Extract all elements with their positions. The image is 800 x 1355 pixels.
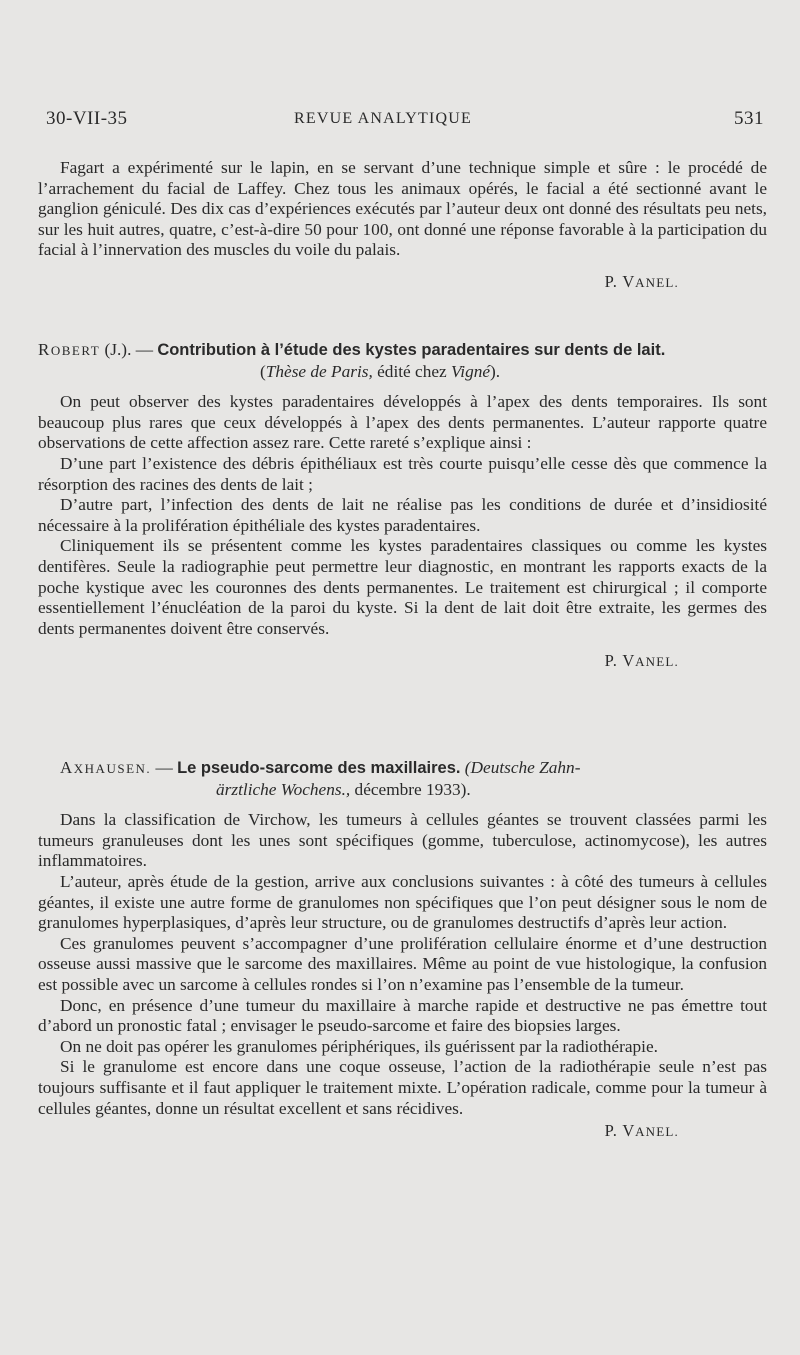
review-paragraph: On ne doit pas opérer les granulomes périphériques, ils guérissent par la radiothérapie.	[60, 1036, 658, 1056]
review-paragraph: L’auteur, après étude de la gestion, arrive aux conclusions suivantes : à côté des tumeurs à cellules géantes, il existe une autre forme de granulomes non spécifiques que l’on peut désigner sous le nom de granulomes hyperplasiques, d’après leur structure, ou de granulomes destructifs d’après leur action.	[38, 871, 767, 933]
review-paragraph: Donc, en présence d’une tumeur du maxillaire à marche rapide et destructive ne pas émettre tout d’abord un pronostic fatal ; envisager le pseudo-sarcome et faire des biopsies larges.	[38, 995, 767, 1036]
review-paragraph: D’autre part, l’infection des dents de lait ne réalise pas les conditions de durée et d’insidiosité nécessaire à la prolifération épithéliale des kystes paradentaires.	[38, 495, 767, 535]
article-source: (Thèse de Paris, édité chez Vigné).	[260, 361, 501, 381]
review-axhausen	[38, 758, 767, 1141]
review-paragraph: On peut observer des kystes paradentaires développés à l’apex des dents temporaires. Ils sont beaucoup plus rares que ceux développés à l’apex des dents permanentes. L’auteur rapporte quatre observations de cette affection assez rare. Cette rareté s’explique ainsi :	[38, 392, 767, 453]
review-paragraph: D’une part l’existence des débris épithéliaux est très courte puisqu’elle cesse dès que commence la résorption des racines des dents de lait ;	[38, 453, 767, 494]
article-title: Le pseudo-sarcome des maxillaires.	[177, 759, 461, 777]
review-body	[38, 392, 767, 639]
author-name: ROBERT	[38, 340, 101, 359]
review-paragraph: Dans la classification de Virchow, les tumeurs à cellules géantes se trouvent classées parmi les tumeurs granuleuses dont les unes sont spécifiques (gomme, tuberculose, actinomycose), les autres inflammatoires.	[38, 810, 767, 871]
review-heading: AXHAUSEN. — Le pseudo-sarcome des maxillaires. (Deutsche Zahn-	[60, 758, 581, 777]
article-source: (Deutsche Zahn-	[460, 758, 581, 777]
review-robert	[38, 340, 767, 671]
signature: P. VANEL.	[604, 1121, 679, 1141]
review-paragraph: Fagart a expérimenté sur le lapin, en se servant d’une technique simple et sûre : le procédé de l’arrachement du facial de Laffey. Chez tous les animaux opérés, le facial a été sectionné avant le ganglion géniculé. Des dix cas d’expériences exécutés par l’auteur deux ont donné des résultats peu nets, sur les huit autres, quatre, c’est-à-dire 50 pour 100, ont donné une réponse favorable à la participation du facial à l’innervation des muscles du voile du palais.	[38, 158, 767, 260]
article-source-cont: ärztliche Wochens., décembre 1933).	[216, 779, 471, 799]
review-body	[38, 810, 767, 1119]
header-date: 30-VII-35	[46, 108, 128, 129]
header-journal-title: REVUE ANALYTIQUE	[294, 110, 473, 127]
review-paragraph: Cliniquement ils se présentent comme les kystes paradentaires classiques ou comme les kystes dentifères. Seule la radiographie peut permettre leur diagnostic, en montrant les rapports exacts de la poche kystique avec les couronnes des dents permanentes. Le traitement est chirurgical ; il comporte essentiellement l’énucléation de la paroi du kyste. Si la dent de lait doit être extraite, les germes des dents permanentes doivent être conservés.	[38, 536, 767, 638]
signature: P. VANEL.	[604, 651, 679, 671]
author-name: AXHAUSEN.	[60, 758, 152, 777]
signature: P. VANEL.	[604, 271, 679, 291]
review-paragraph: Si le granulome est encore dans une coque osseuse, l’action de la radiothérapie seule n’est pas toujours suffisante et il faut appliquer le traitement mixte. L’opération radicale, comme pour la tumeur à cellules géantes, donne un résultat excellent et sans récidives.	[38, 1057, 767, 1118]
header-page-number: 531	[734, 108, 764, 129]
review-fagart	[38, 158, 767, 292]
running-header	[46, 108, 764, 138]
review-heading: ROBERT (J.). — Contribution à l’étude des kystes paradentaires sur dents de lait.	[38, 340, 666, 359]
article-title: Contribution à l’étude des kystes paradentaires sur dents de lait.	[157, 341, 666, 359]
review-paragraph: Ces granulomes peuvent s’accompagner d’une prolifération cellulaire énorme et d’une destruction osseuse aussi massive que le sarcome des maxillaires. Même au point de vue histologique, la confusion est possible avec un sarcome à cellules rondes si l’on n’examine pas l’ensemble de la tumeur.	[38, 933, 767, 994]
